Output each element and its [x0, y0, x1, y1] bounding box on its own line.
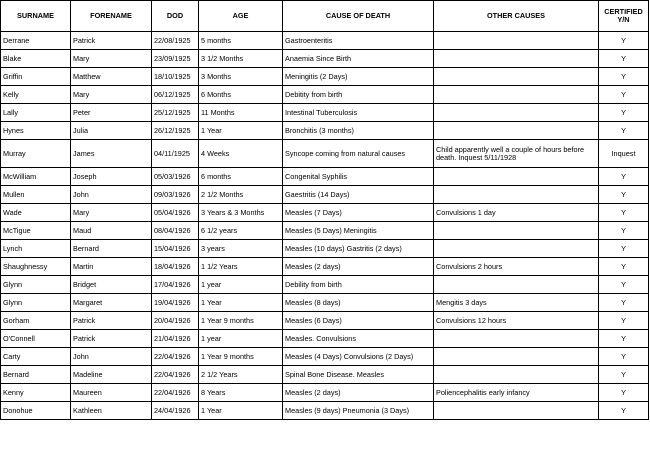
cell-age: 3 Months: [199, 68, 283, 86]
cell-age: 1 1/2 Years: [199, 258, 283, 276]
cell-certified: Y: [599, 222, 649, 240]
header-age: AGE: [199, 1, 283, 32]
cell-other-causes: [434, 50, 599, 68]
header-certified: CERTIFIED Y/N: [599, 1, 649, 32]
table-row: [1, 330, 649, 348]
cell-forename: Margaret: [71, 294, 152, 312]
cell-surname: Gorham: [1, 312, 71, 330]
cell-forename: Joseph: [71, 168, 152, 186]
cell-surname: McWilliam: [1, 168, 71, 186]
cell-dod: 18/04/1926: [152, 258, 199, 276]
cell-forename: John: [71, 348, 152, 366]
cell-other-causes: [434, 348, 599, 366]
cell-age: 6 Months: [199, 86, 283, 104]
cell-certified: Y: [599, 330, 649, 348]
cell-surname: Carty: [1, 348, 71, 366]
cell-dod: 05/04/1926: [152, 204, 199, 222]
cell-dod: 23/09/1925: [152, 50, 199, 68]
cell-age: 8 Years: [199, 384, 283, 402]
cell-certified: Y: [599, 294, 649, 312]
cell-other-causes: [434, 402, 599, 420]
cell-surname: Kenny: [1, 384, 71, 402]
cell-other-causes: Convulsions 1 day: [434, 204, 599, 222]
cell-other-causes: [434, 104, 599, 122]
cell-other-causes: [434, 68, 599, 86]
cell-cause-of-death: Spinal Bone Disease. Measles: [283, 366, 434, 384]
cell-dod: 18/10/1925: [152, 68, 199, 86]
cell-dod: 21/04/1926: [152, 330, 199, 348]
cell-certified: Y: [599, 50, 649, 68]
cell-surname: Glynn: [1, 294, 71, 312]
cell-forename: Maud: [71, 222, 152, 240]
cell-age: 11 Months: [199, 104, 283, 122]
cell-cause-of-death: Bronchitis (3 months): [283, 122, 434, 140]
table-row: [1, 50, 649, 68]
cell-other-causes: Child apparently well a couple of hours before death. Inquest 5/11/1928: [434, 140, 599, 168]
cell-cause-of-death: Debitity from birth: [283, 86, 434, 104]
cell-other-causes: [434, 32, 599, 50]
cell-cause-of-death: Anaemia Since Birth: [283, 50, 434, 68]
cell-other-causes: [434, 86, 599, 104]
cell-certified: Y: [599, 204, 649, 222]
cell-dod: 09/03/1926: [152, 186, 199, 204]
cell-dod: 22/04/1926: [152, 384, 199, 402]
cell-forename: Madeline: [71, 366, 152, 384]
cell-age: 1 year: [199, 330, 283, 348]
cell-age: 2 1/2 Years: [199, 366, 283, 384]
cell-certified: Y: [599, 240, 649, 258]
cell-cause-of-death: Measles (2 days): [283, 258, 434, 276]
cell-cause-of-death: Intestinal Tuberculosis: [283, 104, 434, 122]
cell-certified: Y: [599, 384, 649, 402]
table-row: [1, 258, 649, 276]
cell-surname: Murray: [1, 140, 71, 168]
cell-age: 1 Year: [199, 294, 283, 312]
cell-other-causes: [434, 186, 599, 204]
cell-cause-of-death: Gaestritis (14 Days): [283, 186, 434, 204]
cell-surname: Derrane: [1, 32, 71, 50]
cell-other-causes: Convulsions 12 hours: [434, 312, 599, 330]
cell-age: 6 1/2 years: [199, 222, 283, 240]
cell-forename: Mary: [71, 50, 152, 68]
table-row: [1, 222, 649, 240]
table-row: [1, 104, 649, 122]
cell-forename: James: [71, 140, 152, 168]
cell-cause-of-death: Measles (7 Days): [283, 204, 434, 222]
cell-dod: 08/04/1926: [152, 222, 199, 240]
table-row: [1, 276, 649, 294]
cell-dod: 15/04/1926: [152, 240, 199, 258]
cell-dod: 06/12/1925: [152, 86, 199, 104]
cell-dod: 20/04/1926: [152, 312, 199, 330]
cell-certified: Y: [599, 312, 649, 330]
table-row: [1, 186, 649, 204]
cell-cause-of-death: Measles (10 days) Gastritis (2 days): [283, 240, 434, 258]
cell-age: 4 Weeks: [199, 140, 283, 168]
cell-forename: Patrick: [71, 312, 152, 330]
table-row: [1, 402, 649, 420]
cell-other-causes: [434, 276, 599, 294]
header-cause-of-death: CAUSE OF DEATH: [283, 1, 434, 32]
cell-cause-of-death: Syncope coming from natural causes: [283, 140, 434, 168]
cell-surname: Bernard: [1, 366, 71, 384]
cell-surname: Lynch: [1, 240, 71, 258]
cell-age: 1 Year 9 months: [199, 312, 283, 330]
cell-surname: Blake: [1, 50, 71, 68]
cell-certified: Inquest: [599, 140, 649, 168]
cell-cause-of-death: Measles (8 days): [283, 294, 434, 312]
cell-certified: Y: [599, 276, 649, 294]
cell-certified: Y: [599, 186, 649, 204]
cell-surname: O'Connell: [1, 330, 71, 348]
cell-dod: 26/12/1925: [152, 122, 199, 140]
cell-cause-of-death: Measles (4 Days) Convulsions (2 Days): [283, 348, 434, 366]
cell-other-causes: Mengitis 3 days: [434, 294, 599, 312]
table-row: [1, 32, 649, 50]
cell-surname: Kelly: [1, 86, 71, 104]
cell-cause-of-death: Gastroenteritis: [283, 32, 434, 50]
table-row: [1, 294, 649, 312]
cell-forename: Julia: [71, 122, 152, 140]
cell-forename: Maureen: [71, 384, 152, 402]
cell-cause-of-death: Measles (6 Days): [283, 312, 434, 330]
cell-dod: 19/04/1926: [152, 294, 199, 312]
table-row: [1, 240, 649, 258]
cell-cause-of-death: Meningitis (2 Days): [283, 68, 434, 86]
cell-age: 1 Year: [199, 402, 283, 420]
table-row: [1, 122, 649, 140]
cell-forename: Patrick: [71, 330, 152, 348]
cell-certified: Y: [599, 104, 649, 122]
cell-certified: Y: [599, 86, 649, 104]
cell-forename: Patrick: [71, 32, 152, 50]
table-row: [1, 348, 649, 366]
table-row: [1, 168, 649, 186]
cell-other-causes: [434, 240, 599, 258]
header-dod: DOD: [152, 1, 199, 32]
cell-certified: Y: [599, 122, 649, 140]
cell-dod: 25/12/1925: [152, 104, 199, 122]
cell-surname: McTigue: [1, 222, 71, 240]
cell-certified: Y: [599, 32, 649, 50]
cell-forename: John: [71, 186, 152, 204]
cell-other-causes: [434, 168, 599, 186]
cell-dod: 22/08/1925: [152, 32, 199, 50]
cell-surname: Lally: [1, 104, 71, 122]
cell-cause-of-death: Measles (2 days): [283, 384, 434, 402]
cell-age: 2 1/2 Months: [199, 186, 283, 204]
cell-age: 3 Years & 3 Months: [199, 204, 283, 222]
cell-age: 6 months: [199, 168, 283, 186]
cell-other-causes: Poliencephalitis early infancy: [434, 384, 599, 402]
cell-other-causes: Convulsions 2 hours: [434, 258, 599, 276]
cell-surname: Glynn: [1, 276, 71, 294]
table-row: [1, 140, 649, 168]
table-row: [1, 204, 649, 222]
table-row: [1, 86, 649, 104]
table-row: [1, 312, 649, 330]
cell-dod: 22/04/1926: [152, 348, 199, 366]
cell-other-causes: [434, 366, 599, 384]
cell-forename: Bridget: [71, 276, 152, 294]
cell-other-causes: [434, 222, 599, 240]
cell-surname: Shaughnessy: [1, 258, 71, 276]
cell-surname: Griffin: [1, 68, 71, 86]
table-body: [1, 32, 649, 420]
header-surname: SURNAME: [1, 1, 71, 32]
cell-certified: Y: [599, 168, 649, 186]
header-other-causes: OTHER CAUSES: [434, 1, 599, 32]
header-row: [1, 1, 649, 32]
cell-cause-of-death: Debility from birth: [283, 276, 434, 294]
table-row: [1, 68, 649, 86]
cell-dod: 17/04/1926: [152, 276, 199, 294]
cell-cause-of-death: Measles (9 days) Pneumonia (3 Days): [283, 402, 434, 420]
cell-forename: Bernard: [71, 240, 152, 258]
cell-surname: Wade: [1, 204, 71, 222]
cell-forename: Mary: [71, 204, 152, 222]
cell-certified: Y: [599, 366, 649, 384]
cell-age: 3 years: [199, 240, 283, 258]
header-forename: FORENAME: [71, 1, 152, 32]
cell-age: 5 months: [199, 32, 283, 50]
cell-dod: 05/03/1926: [152, 168, 199, 186]
cell-other-causes: [434, 122, 599, 140]
cell-age: 1 Year: [199, 122, 283, 140]
cell-age: 1 year: [199, 276, 283, 294]
cell-cause-of-death: Measles (5 Days) Meningitis: [283, 222, 434, 240]
cell-surname: Hynes: [1, 122, 71, 140]
cell-forename: Peter: [71, 104, 152, 122]
cell-dod: 04/11/1925: [152, 140, 199, 168]
cell-certified: Y: [599, 258, 649, 276]
cell-other-causes: [434, 330, 599, 348]
cell-surname: Mullen: [1, 186, 71, 204]
table-row: [1, 366, 649, 384]
cell-certified: Y: [599, 348, 649, 366]
cell-cause-of-death: Measles. Convulsions: [283, 330, 434, 348]
table-row: [1, 384, 649, 402]
cell-surname: Donohue: [1, 402, 71, 420]
cell-certified: Y: [599, 68, 649, 86]
cell-cause-of-death: Congenital Syphilis: [283, 168, 434, 186]
cell-age: 1 Year 9 months: [199, 348, 283, 366]
cell-dod: 22/04/1926: [152, 366, 199, 384]
cell-age: 3 1/2 Months: [199, 50, 283, 68]
cell-forename: Matthew: [71, 68, 152, 86]
cell-forename: Martin: [71, 258, 152, 276]
cell-certified: Y: [599, 402, 649, 420]
cell-forename: Kathleen: [71, 402, 152, 420]
cell-dod: 24/04/1926: [152, 402, 199, 420]
cell-forename: Mary: [71, 86, 152, 104]
